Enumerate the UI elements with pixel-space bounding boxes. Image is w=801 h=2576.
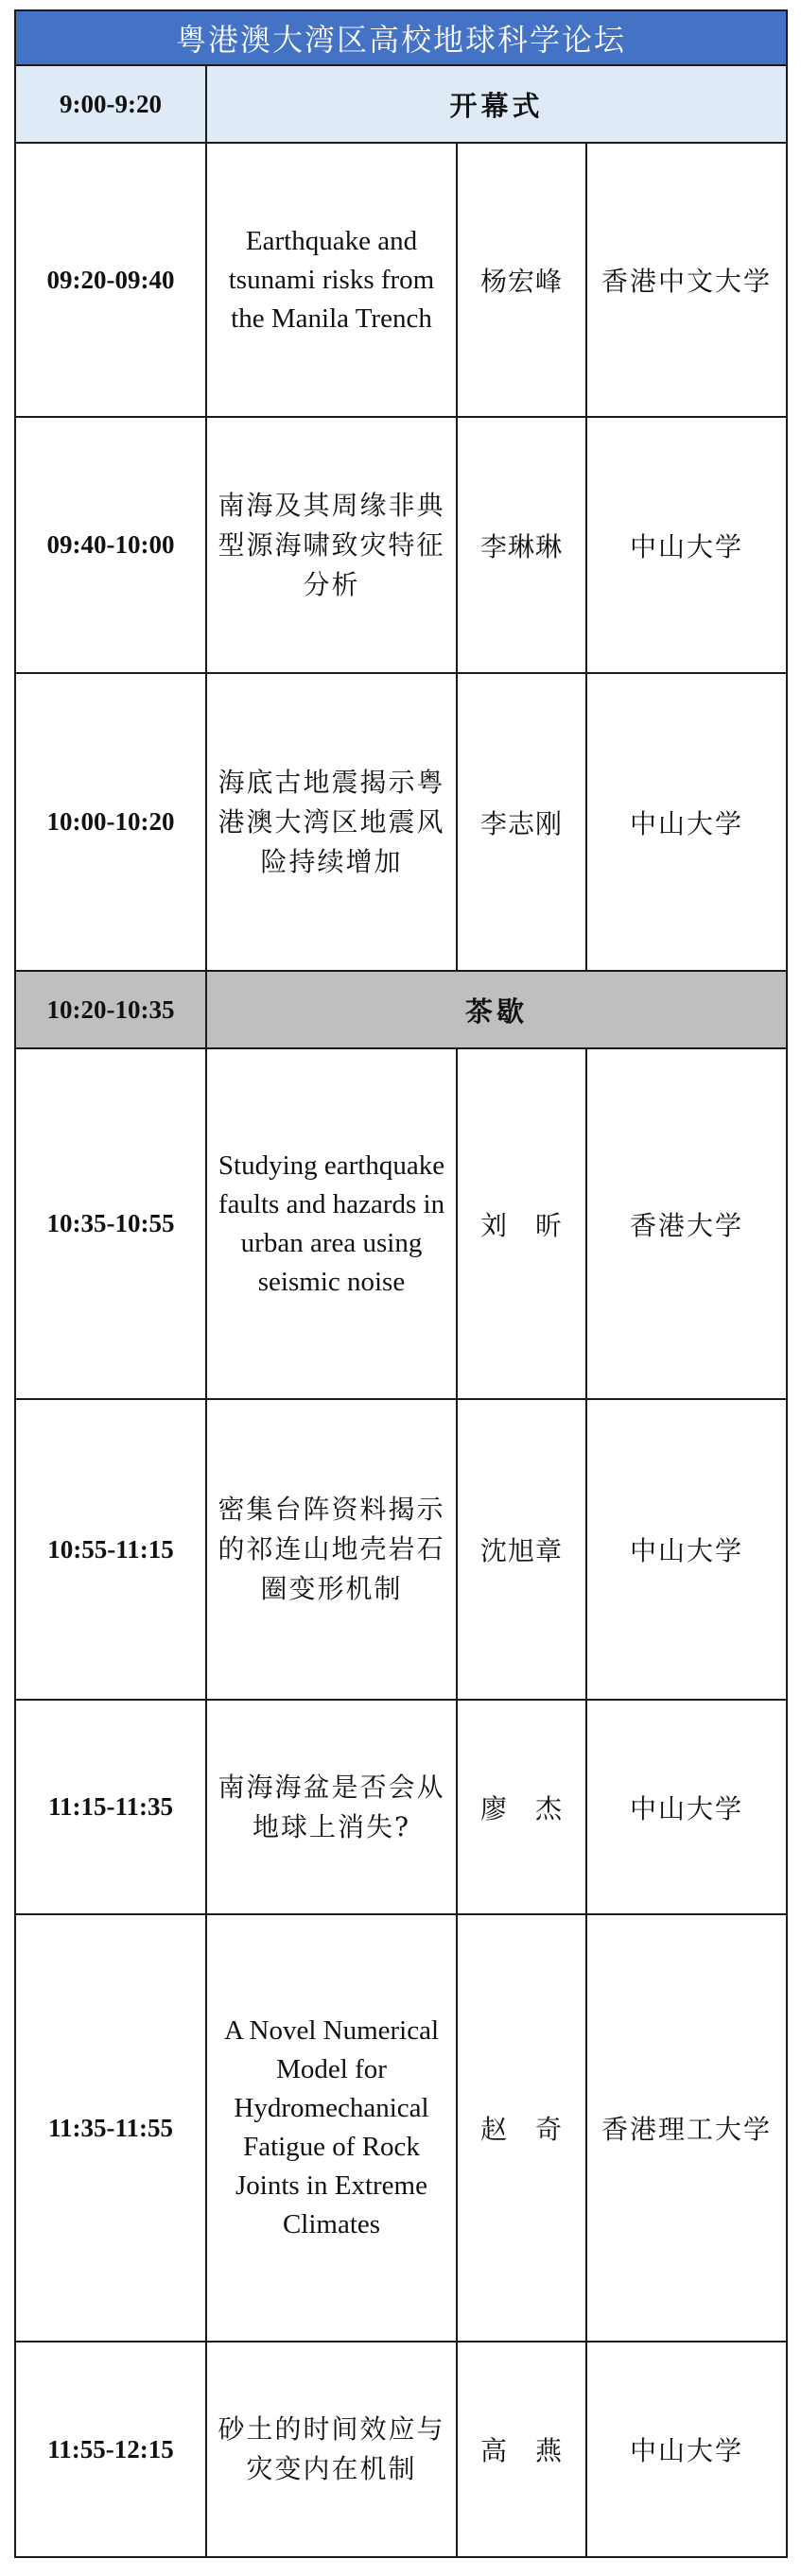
session-institution: 中山大学 [586, 1700, 787, 1914]
session-time: 09:20-09:40 [15, 143, 206, 417]
session-speaker: 李琳琳 [457, 417, 586, 673]
session-speaker: 赵 奇 [457, 1914, 586, 2342]
session-row [15, 2342, 787, 2557]
session-institution: 中山大学 [586, 2342, 787, 2557]
session-row [15, 673, 787, 971]
title-row [15, 10, 787, 65]
session-row [15, 1399, 787, 1700]
session-time: 09:40-10:00 [15, 417, 206, 673]
session-institution: 香港大学 [586, 1048, 787, 1399]
break-row [15, 971, 787, 1048]
session-time: 10:00-10:20 [15, 673, 206, 971]
session-topic: Studying earthquake faults and hazards in urban area using seismic noise [206, 1048, 457, 1399]
session-row [15, 417, 787, 673]
session-time: 10:35-10:55 [15, 1048, 206, 1399]
session-time: 11:55-12:15 [15, 2342, 206, 2557]
session-speaker: 廖 杰 [457, 1700, 586, 1914]
session-row [15, 1048, 787, 1399]
opening-row [15, 65, 787, 143]
forum-title: 粤港澳大湾区高校地球科学论坛 [15, 10, 787, 65]
break-label: 茶歇 [206, 971, 787, 1048]
session-row [15, 1914, 787, 2342]
session-row [15, 143, 787, 417]
session-institution: 香港中文大学 [586, 143, 787, 417]
session-topic: 南海及其周缘非典型源海啸致灾特征分析 [206, 417, 457, 673]
break-time: 10:20-10:35 [15, 971, 206, 1048]
session-institution: 中山大学 [586, 673, 787, 971]
session-topic: Earthquake and tsunami risks from the Manila Trench [206, 143, 457, 417]
session-speaker: 刘 昕 [457, 1048, 586, 1399]
session-speaker: 沈旭章 [457, 1399, 586, 1700]
session-topic: A Novel Numerical Model for Hydromechanical Fatigue of Rock Joints in Extreme Climates [206, 1914, 457, 2342]
session-speaker: 高 燕 [457, 2342, 586, 2557]
session-institution: 香港理工大学 [586, 1914, 787, 2342]
session-time: 11:35-11:55 [15, 1914, 206, 2342]
session-institution: 中山大学 [586, 1399, 787, 1700]
session-time: 10:55-11:15 [15, 1399, 206, 1700]
session-topic: 海底古地震揭示粤港澳大湾区地震风险持续增加 [206, 673, 457, 971]
session-institution: 中山大学 [586, 417, 787, 673]
session-topic: 砂土的时间效应与灾变内在机制 [206, 2342, 457, 2557]
session-topic: 南海海盆是否会从地球上消失? [206, 1700, 457, 1914]
session-row [15, 1700, 787, 1914]
opening-time: 9:00-9:20 [15, 65, 206, 143]
session-topic: 密集台阵资料揭示的祁连山地壳岩石圈变形机制 [206, 1399, 457, 1700]
opening-label: 开幕式 [206, 65, 787, 143]
schedule-table [14, 9, 788, 2558]
session-speaker: 杨宏峰 [457, 143, 586, 417]
session-time: 11:15-11:35 [15, 1700, 206, 1914]
session-speaker: 李志刚 [457, 673, 586, 971]
